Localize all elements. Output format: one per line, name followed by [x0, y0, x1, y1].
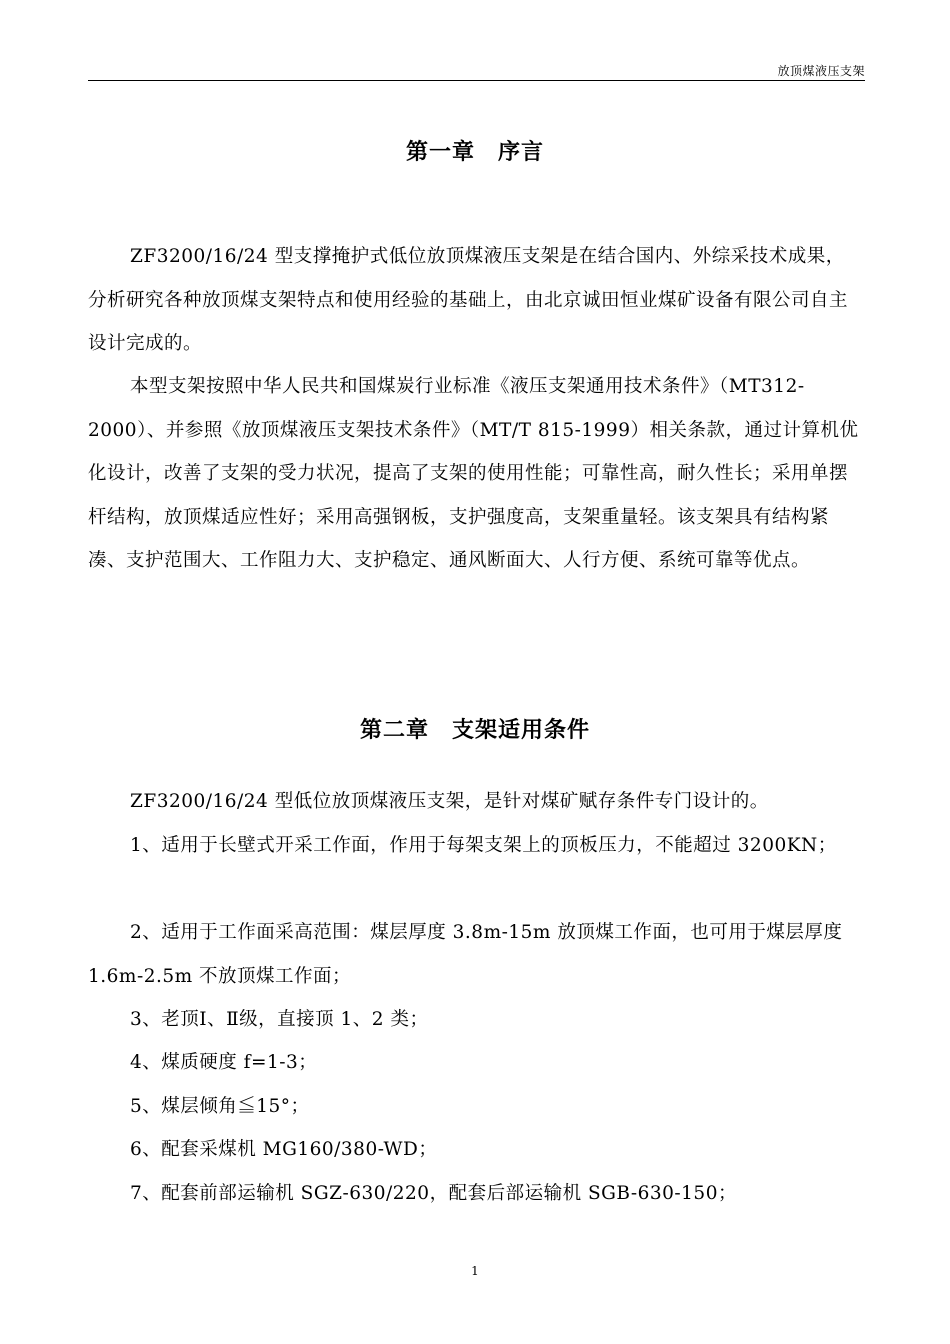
condition-item-2: 2、适用于工作面采高范围：煤层厚度 3.8m-15m 放顶煤工作面，也可用于煤层厚度 1.6m-2.5m 不放顶煤工作面；	[88, 922, 843, 987]
condition-item-4: 4、煤质硬度 f=1-3；	[130, 1052, 318, 1073]
condition-item-6: 6、配套采煤机 MG160/380-WD；	[130, 1139, 438, 1160]
chapter-2-intro: ZF3200/16/24 型低位放顶煤液压支架，是针对煤矿赋存条件专门设计的。	[130, 791, 769, 812]
condition-item-7: 7、配套前部运输机 SGZ-630/220，配套后部运输机 SGB-630-150；	[130, 1183, 737, 1204]
condition-item-5: 5、煤层倾角≦15°；	[130, 1096, 310, 1117]
condition-item-3: 3、老顶Ⅰ、Ⅱ级，直接顶 1、2 类；	[130, 1009, 429, 1030]
chapter-1-title: 第一章 序言	[405, 140, 544, 165]
running-header-title: 放顶煤液压支架	[777, 64, 865, 78]
condition-item-1: 1、适用于长壁式开采工作面，作用于每架支架上的顶板压力，不能超过 3200KN；	[130, 835, 837, 856]
chapter-1-paragraph-1: ZF3200/16/24 型支撑掩护式低位放顶煤液压支架是在结合国内、外综采技术成果，分析研究各种放顶煤支架特点和使用经验的基础上，由北京诚田恒业煤矿设备有限公司自主设计完成的。	[88, 246, 849, 354]
chapter-1-paragraph-2: 本型支架按照中华人民共和国煤炭行业标准《液压支架通用技术条件》（MT312-2000）、并参照《放顶煤液压支架技术条件》（MT/T 815-1999）相关条款，通过计算机优化设计，改善了支架的受力状况，提高了支架的使用性能；可靠性高，耐久性长；采用单摆杆结构，放顶煤适应性好；采用高强钢板，支护强度高，支架重量轻。该支架具有结构紧凑、支护范围大、工作阻力大、支护稳定、通风断面大、人行方便、系统可靠等优点。	[88, 376, 859, 571]
running-header	[88, 60, 865, 81]
chapter-2-title: 第二章 支架适用条件	[359, 718, 590, 743]
page-number: 1	[471, 1264, 479, 1278]
